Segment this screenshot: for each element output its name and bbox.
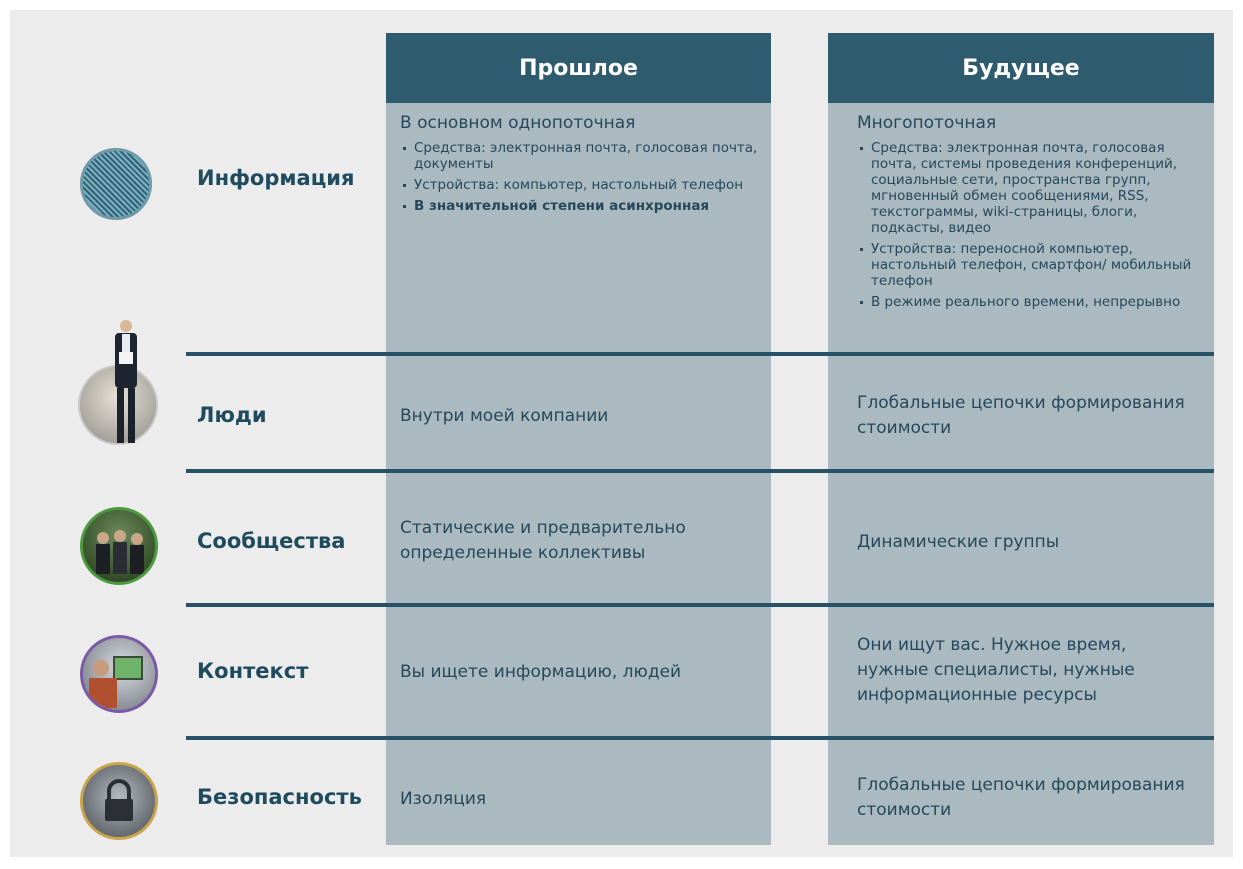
list-item: В значительной степени асинхронная [400,198,760,214]
row-divider [186,603,1214,607]
list-item: Средства: электронная почта, голосовая почта, документы [400,140,760,172]
past-column-header: Прошлое [386,33,771,103]
people-future: Глобальные цепочки формирования стоимости [857,393,1185,438]
list-item: Устройства: переносной компьютер, настольный телефон, смартфон/ мобильный телефон [857,241,1202,289]
information-future-bullets [857,140,1202,315]
row-label-communities: Сообщества [197,529,346,553]
row-divider [186,736,1214,740]
information-globe-icon [80,148,152,220]
padlock-icon [83,765,155,837]
security-lock-icon [80,762,158,840]
future-column-header: Будущее [828,33,1214,103]
community-group-icon [80,507,158,585]
row-label-context: Контекст [197,659,309,683]
people-past: Внутри моей компании [400,406,609,426]
businessman-icon [107,318,145,448]
security-past: Изоляция [400,789,487,809]
information-future-main: Многопоточная [857,113,997,133]
context-past: Вы ищете информацию, людей [400,662,682,682]
information-past-bullets [400,140,760,219]
list-item: Средства: электронная почта, голосовая почта, системы проведения конференций, социальные сети, пространства групп, мгновенный обмен сообщениями, RSS, текстограммы, wiki-страницы, блоги, подкасты, видео [857,140,1202,236]
communities-future: Динамические группы [857,532,1060,552]
row-divider [186,352,1214,356]
row-divider [186,469,1214,473]
list-item: В режиме реального времени, непрерывно [857,294,1202,310]
list-item: Устройства: компьютер, настольный телефон [400,177,760,193]
people-group-icon [83,510,155,582]
context-workstation-icon [80,635,158,713]
row-label-people: Люди [197,403,267,427]
context-future: Они ищут вас. Нужное время, нужные специалисты, нужные информационные ресурсы [857,635,1135,705]
row-label-information: Информация [197,166,355,190]
communities-past: Статические и предварительно определенные коллективы [400,518,686,563]
security-future: Глобальные цепочки формирования стоимости [857,775,1185,820]
row-label-security: Безопасность [197,785,362,809]
information-past-main: В основном однопоточная [400,113,636,133]
computer-user-icon [83,638,155,710]
